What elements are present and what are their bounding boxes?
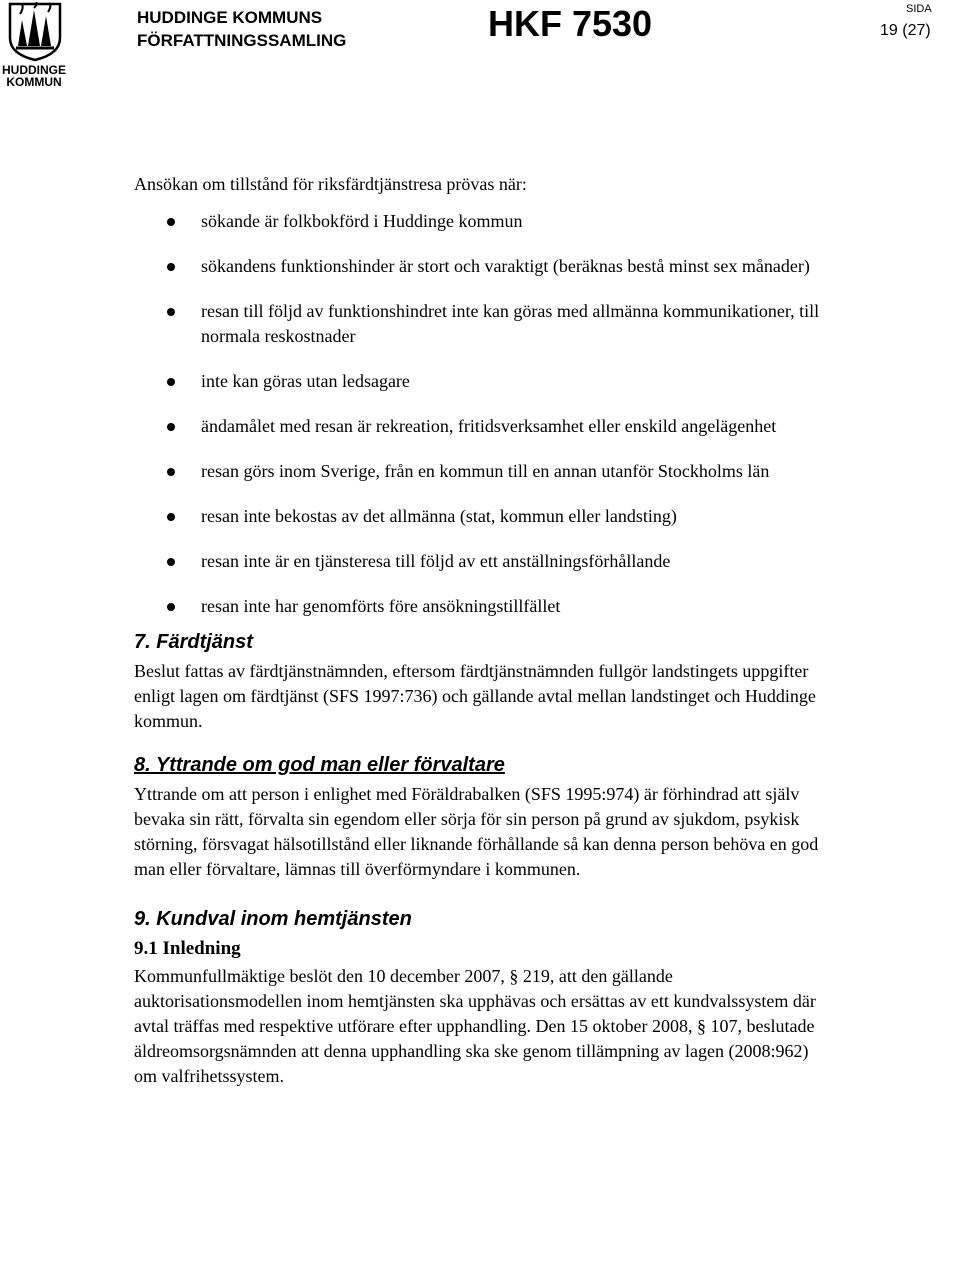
section-8-heading: 8. Yttrande om god man eller förvaltare	[134, 754, 505, 776]
bullet-icon	[167, 218, 175, 226]
section-9-1-heading: 9.1 Inledning	[134, 938, 241, 959]
bullet-icon	[167, 263, 175, 271]
list-item	[134, 459, 824, 484]
list-item-text: ändamålet med resan är rekreation, fritidsverksamhet eller enskild angelägenhet	[201, 416, 777, 436]
list-item-text: resan inte har genomförts före ansökningstillfället	[201, 596, 561, 616]
bullet-icon	[167, 308, 175, 316]
page-number: 19 (27)	[880, 22, 931, 39]
section-7-heading: 7. Färdtjänst	[134, 631, 253, 653]
list-item	[134, 549, 824, 574]
document-code: HKF 7530	[488, 3, 653, 44]
org-line-1: HUDDINGE KOMMUNS	[137, 8, 323, 27]
section-9-body: Kommunfullmäktige beslöt den 10 december 2007, § 219, att den gällande auktorisationsmodellen inom hemtjänsten ska upphävas och ersättas av ett kundvalssystem där avtal träffas med respektive utförare efter upphandling. Den 15 oktober 2008, § 107, beslutade äldreomsorgsnämnden att denna upphandling ska ske genom tillämpning av lagen (2008:962) om valfrihetssystem.	[134, 966, 816, 1086]
list-item	[134, 414, 824, 439]
intro-text: Ansökan om tillstånd för riksfärdtjänstresa prövas när:	[134, 174, 527, 194]
bullet-icon	[167, 378, 175, 386]
list-item	[134, 369, 824, 394]
bullet-icon	[167, 513, 175, 521]
list-item-text: inte kan göras utan ledsagare	[201, 371, 410, 391]
section-7-body: Beslut fattas av färdtjänstnämnden, eftersom färdtjänstnämnden fullgör landstingets uppgifter enligt lagen om färdtjänst (SFS 1997:736) och gällande avtal mellan landstinget och Huddinge kommun.	[134, 661, 816, 731]
header-organization	[137, 6, 346, 52]
list-item	[134, 254, 824, 279]
page-label: SIDA	[906, 3, 932, 15]
list-item	[134, 209, 824, 234]
coat-of-arms-icon	[8, 2, 62, 62]
section-8-body: Yttrande om att person i enlighet med Föräldrabalken (SFS 1995:974) är förhindrad att själv bevaka sin rätt, förvalta sin egendom eller sörja för sin person på grund av sjukdom, psykisk störning, försvagat hälsotillstånd eller liknande förhållande så kan denna person behöva en god man eller förvaltare, lämnas till överförmyndare i kommunen.	[134, 784, 819, 879]
bullet-icon	[167, 468, 175, 476]
org-line-2: FÖRFATTNINGSSAMLING	[137, 31, 347, 50]
section-9-heading: 9. Kundval inom hemtjänsten	[134, 908, 412, 930]
list-item-text: resan inte bekostas av det allmänna (stat, kommun eller landsting)	[201, 506, 677, 526]
list-item-text: sökandens funktionshinder är stort och varaktigt (beräknas bestå minst sex månader)	[201, 256, 810, 276]
document-body	[134, 172, 824, 1089]
list-item-text: resan inte är en tjänsteresa till följd av ett anställningsförhållande	[201, 551, 671, 571]
bullet-icon	[167, 558, 175, 566]
list-item	[134, 594, 824, 619]
list-item	[134, 299, 824, 349]
bullet-icon	[167, 603, 175, 611]
logo-text-line2: KOMMUN	[6, 75, 62, 89]
municipality-logo	[0, 2, 70, 88]
list-item-text: resan görs inom Sverige, från en kommun till en annan utanför Stockholms län	[201, 461, 770, 481]
bullet-icon	[167, 423, 175, 431]
list-item-text: sökande är folkbokförd i Huddinge kommun	[201, 211, 523, 231]
logo-text-line1: HUDDINGE	[1, 63, 66, 77]
list-item-text: resan till följd av funktionshindret inte kan göras med allmänna kommunikationer, till normala reskostnader	[201, 301, 820, 346]
list-item	[134, 504, 824, 529]
criteria-list	[134, 209, 824, 619]
